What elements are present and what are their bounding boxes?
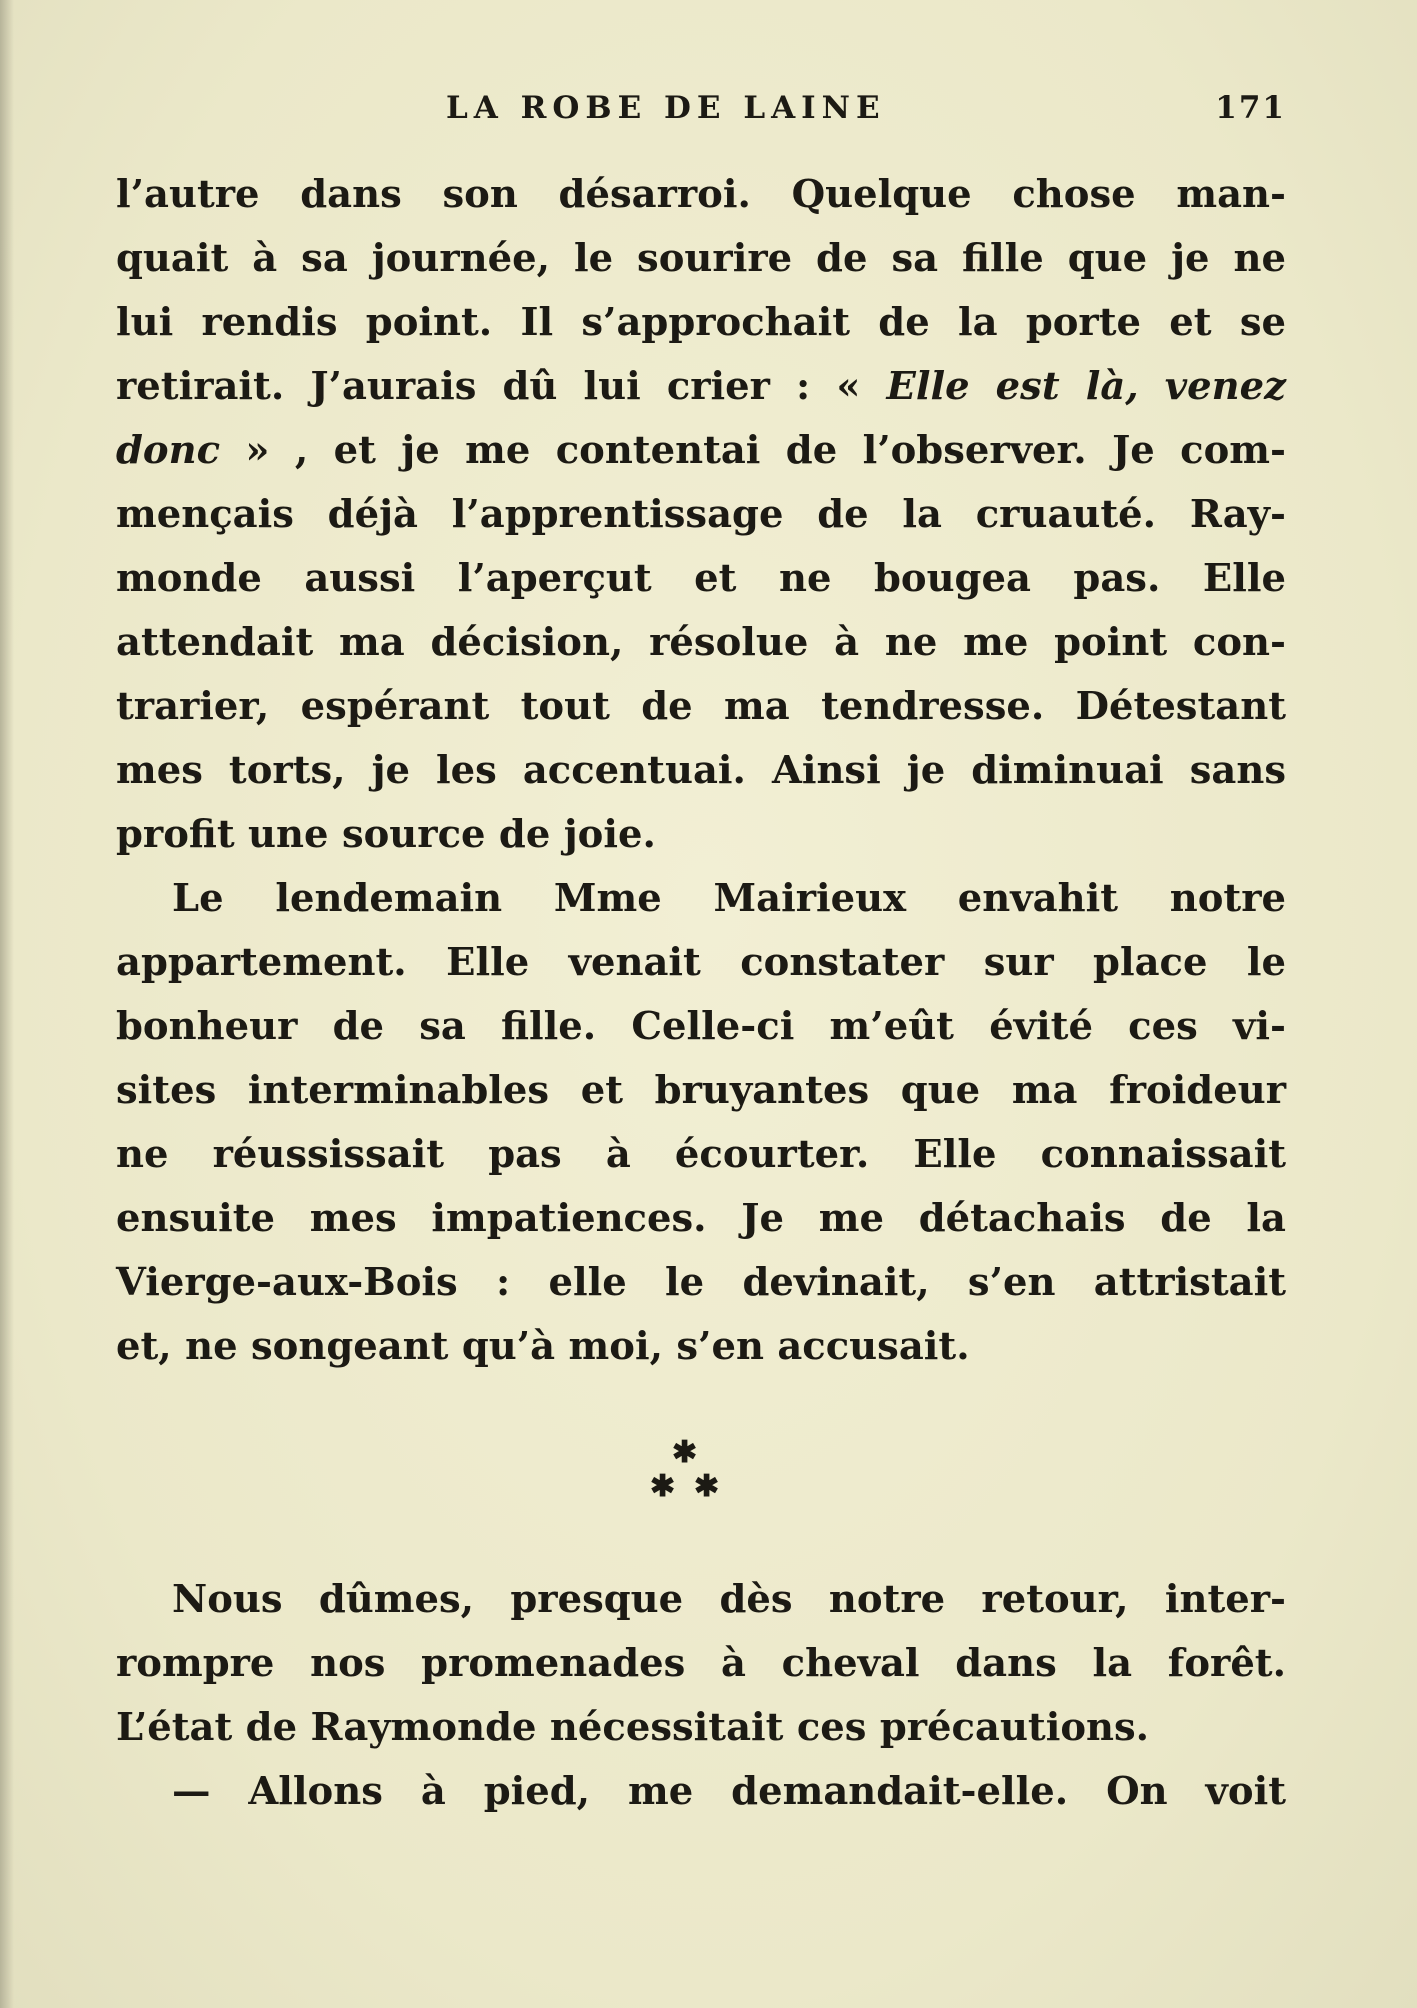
paragraph-3 [116,1568,1286,1760]
italic-quote: donc [116,428,221,473]
text-line: et, ne songeant qu’à moi, s’en accusait. [116,1324,970,1369]
asterisk-icon: ✱ [694,1469,720,1504]
page-number: 171 [1215,90,1286,126]
text-line: attendait ma décision, résolue à ne me point con- [116,620,1286,665]
text-fragment: retirait. J’aurais dû lui crier : « [116,364,887,409]
running-head [116,90,1286,134]
text-line: ne réussissait pas à écourter. Elle connaissait [116,1132,1286,1177]
asterism-divider [640,1435,740,1518]
text-line: Nous dûmes, presque dès notre retour, inter- [172,1577,1286,1622]
asterisk-icon: ✱ [672,1435,698,1470]
italic-quote: Elle est là, venez [886,364,1286,409]
page-edge-shadow [0,0,14,2008]
text-line: trarier, espérant tout de ma tendresse. Détestant [116,684,1286,729]
text-fragment: » , et je me contentai de l’observer. Je com- [220,428,1286,473]
text-line: mençais déjà l’apprentissage de la cruauté. Ray- [116,492,1286,537]
text-line: lui rendis point. Il s’approchait de la porte et se [116,300,1286,345]
text-line: profit une source de joie. [116,812,656,857]
text-line: mes torts, je les accentuai. Ainsi je diminuai sans [116,748,1286,793]
text-line [116,419,1286,483]
body-text-top [116,163,1286,1379]
text-line: appartement. Elle venait constater sur place le [116,940,1286,985]
text-line: rompre nos promenades à cheval dans la forêt. [116,1641,1286,1686]
text-line: monde aussi l’aperçut et ne bougea pas. Elle [116,556,1286,601]
text-line: ensuite mes impatiences. Je me détachais de la [116,1196,1286,1241]
text-line: bonheur de sa fille. Celle-ci m’eût évité ces vi- [116,1004,1286,1049]
text-line: L’état de Raymonde nécessitait ces précautions. [116,1705,1150,1750]
text-line: Vierge-aux-Bois : elle le devinait, s’en attristait [116,1260,1286,1305]
text-line: quait à sa journée, le sourire de sa fille que je ne [116,236,1286,281]
paragraph-4 [116,1760,1286,1824]
paragraph-1 [116,163,1286,867]
text-line: l’autre dans son désarroi. Quelque chose man- [116,172,1286,217]
text-line [116,355,1286,419]
text-line: sites interminables et bruyantes que ma froideur [116,1068,1286,1113]
body-text-bottom [116,1568,1286,1824]
asterisk-icon: ✱ [650,1469,676,1504]
text-line: — Allons à pied, me demandait-elle. On voit [172,1769,1286,1814]
paragraph-2 [116,867,1286,1379]
text-line: Le lendemain Mme Mairieux envahit notre [172,876,1286,921]
running-title: LA ROBE DE LAINE [446,90,886,126]
